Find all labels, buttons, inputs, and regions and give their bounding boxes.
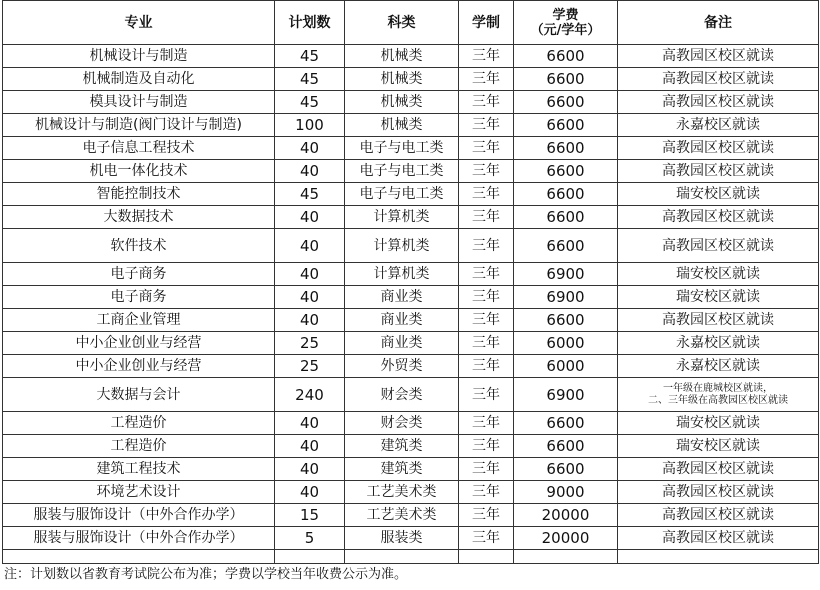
cell-remark: 高教园区校区就读 bbox=[618, 45, 819, 68]
cell-fee: 6600 bbox=[514, 183, 618, 206]
cell-major: 机械制造及自动化 bbox=[3, 68, 275, 91]
cell-fee: 6600 bbox=[514, 91, 618, 114]
table-row bbox=[3, 527, 819, 550]
cell-remark: 瑞安校区就读 bbox=[618, 183, 819, 206]
cell-fee: 6900 bbox=[514, 286, 618, 309]
header-duration: 学制 bbox=[459, 1, 514, 45]
cell-fee: 6000 bbox=[514, 332, 618, 355]
cell-duration: 三年 bbox=[459, 309, 514, 332]
header-major: 专业 bbox=[3, 1, 275, 45]
cell-duration: 三年 bbox=[459, 412, 514, 435]
cell-fee: 6900 bbox=[514, 378, 618, 412]
remark-line-1: 一年级在鹿城校区就读， bbox=[663, 382, 773, 394]
table-row bbox=[3, 137, 819, 160]
cell-category: 电子与电工类 bbox=[345, 183, 459, 206]
cell-major: 模具设计与制造 bbox=[3, 91, 275, 114]
cell-major: 环境艺术设计 bbox=[3, 481, 275, 504]
cell-fee: 6600 bbox=[514, 412, 618, 435]
cell-major: 机电一体化技术 bbox=[3, 160, 275, 183]
cell-remark: 高教园区校区就读 bbox=[618, 91, 819, 114]
cell-category: 机械类 bbox=[345, 68, 459, 91]
table-row bbox=[3, 183, 819, 206]
cell-quota: 5 bbox=[275, 527, 345, 550]
cell-quota: 15 bbox=[275, 504, 345, 527]
table-row bbox=[3, 206, 819, 229]
cell-fee: 6600 bbox=[514, 45, 618, 68]
cell-remark: 高教园区校区就读 bbox=[618, 527, 819, 550]
cell-category: 商业类 bbox=[345, 309, 459, 332]
cell-fee: 6600 bbox=[514, 114, 618, 137]
cell-category: 商业类 bbox=[345, 332, 459, 355]
cell-major: 电子信息工程技术 bbox=[3, 137, 275, 160]
cell-fee: 6600 bbox=[514, 458, 618, 481]
cell-remark: 高教园区校区就读 bbox=[618, 206, 819, 229]
cell-major: 中小企业创业与经营 bbox=[3, 332, 275, 355]
table-row bbox=[3, 229, 819, 263]
cell-category: 商业类 bbox=[345, 286, 459, 309]
cell-fee: 6000 bbox=[514, 355, 618, 378]
cell-category: 建筑类 bbox=[345, 458, 459, 481]
cell-duration: 三年 bbox=[459, 137, 514, 160]
cell-category: 外贸类 bbox=[345, 355, 459, 378]
cell-remark: 瑞安校区就读 bbox=[618, 263, 819, 286]
cell-major: 服装与服饰设计（中外合作办学） bbox=[3, 504, 275, 527]
header-remark: 备注 bbox=[618, 1, 819, 45]
header-fee bbox=[514, 1, 618, 45]
cell-category: 财会类 bbox=[345, 412, 459, 435]
table-row bbox=[3, 68, 819, 91]
cell-fee: 6600 bbox=[514, 435, 618, 458]
cell-category: 机械类 bbox=[345, 45, 459, 68]
footer-note: 注：计划数以省教育考试院公布为准；学费以学校当年收费公示为准。 bbox=[4, 567, 408, 582]
cell-fee: 6900 bbox=[514, 263, 618, 286]
table-row bbox=[3, 378, 819, 412]
cell-quota: 40 bbox=[275, 458, 345, 481]
header-fee-unit: （元/学年） bbox=[530, 22, 601, 38]
cell-major: 软件技术 bbox=[3, 229, 275, 263]
cell-empty bbox=[345, 550, 459, 564]
cell-remark: 永嘉校区就读 bbox=[618, 355, 819, 378]
cell-category: 计算机类 bbox=[345, 263, 459, 286]
cell-quota: 45 bbox=[275, 183, 345, 206]
cell-duration: 三年 bbox=[459, 114, 514, 137]
cell-remark: 高教园区校区就读 bbox=[618, 68, 819, 91]
table-row bbox=[3, 504, 819, 527]
cell-duration: 三年 bbox=[459, 160, 514, 183]
cell-remark: 高教园区校区就读 bbox=[618, 309, 819, 332]
cell-quota: 40 bbox=[275, 137, 345, 160]
cell-fee: 6600 bbox=[514, 160, 618, 183]
table-row bbox=[3, 45, 819, 68]
cell-empty bbox=[459, 550, 514, 564]
remark-line-2: 二、三年级在高教园区校区就读 bbox=[648, 394, 788, 406]
cell-duration: 三年 bbox=[459, 527, 514, 550]
cell-fee: 6600 bbox=[514, 206, 618, 229]
cell-duration: 三年 bbox=[459, 481, 514, 504]
cell-remark: 瑞安校区就读 bbox=[618, 286, 819, 309]
table-row bbox=[3, 435, 819, 458]
cell-duration: 三年 bbox=[459, 68, 514, 91]
cell-empty bbox=[618, 550, 819, 564]
cell-quota: 40 bbox=[275, 229, 345, 263]
cell-quota: 45 bbox=[275, 45, 345, 68]
header-fee-title: 学费 bbox=[552, 7, 579, 23]
cell-remark: 永嘉校区就读 bbox=[618, 114, 819, 137]
cell-duration: 三年 bbox=[459, 504, 514, 527]
cell-major: 机械设计与制造(阀门设计与制造) bbox=[3, 114, 275, 137]
table-row bbox=[3, 309, 819, 332]
table-row bbox=[3, 286, 819, 309]
cell-remark: 瑞安校区就读 bbox=[618, 435, 819, 458]
cell-duration: 三年 bbox=[459, 332, 514, 355]
cell-category: 工艺美术类 bbox=[345, 504, 459, 527]
table-row bbox=[3, 458, 819, 481]
cell-quota: 40 bbox=[275, 412, 345, 435]
cell-remark: 瑞安校区就读 bbox=[618, 412, 819, 435]
cell-duration: 三年 bbox=[459, 91, 514, 114]
table-header-row bbox=[3, 1, 819, 45]
table-row bbox=[3, 481, 819, 504]
cell-quota: 100 bbox=[275, 114, 345, 137]
cell-duration: 三年 bbox=[459, 183, 514, 206]
cell-category: 服装类 bbox=[345, 527, 459, 550]
cell-quota: 40 bbox=[275, 309, 345, 332]
table-row bbox=[3, 412, 819, 435]
cell-category: 机械类 bbox=[345, 114, 459, 137]
cell-duration: 三年 bbox=[459, 229, 514, 263]
cell-quota: 25 bbox=[275, 355, 345, 378]
cell-quota: 40 bbox=[275, 263, 345, 286]
cell-remark: 永嘉校区就读 bbox=[618, 332, 819, 355]
table-row bbox=[3, 355, 819, 378]
cell-fee: 20000 bbox=[514, 527, 618, 550]
cell-duration: 三年 bbox=[459, 206, 514, 229]
table-row bbox=[3, 114, 819, 137]
table-row bbox=[3, 332, 819, 355]
cell-fee: 6600 bbox=[514, 229, 618, 263]
cell-fee: 20000 bbox=[514, 504, 618, 527]
table-row bbox=[3, 91, 819, 114]
cell-fee: 9000 bbox=[514, 481, 618, 504]
cell-quota: 240 bbox=[275, 378, 345, 412]
cell-category: 计算机类 bbox=[345, 206, 459, 229]
header-quota: 计划数 bbox=[275, 1, 345, 45]
enrollment-table bbox=[2, 0, 819, 564]
cell-remark: 高教园区校区就读 bbox=[618, 160, 819, 183]
header-category: 科类 bbox=[345, 1, 459, 45]
cell-major: 中小企业创业与经营 bbox=[3, 355, 275, 378]
cell-category: 机械类 bbox=[345, 91, 459, 114]
cell-major: 电子商务 bbox=[3, 286, 275, 309]
cell-remark: 高教园区校区就读 bbox=[618, 504, 819, 527]
cell-quota: 40 bbox=[275, 435, 345, 458]
cell-remark-two-line bbox=[618, 378, 819, 412]
cell-category: 财会类 bbox=[345, 378, 459, 412]
cell-quota: 25 bbox=[275, 332, 345, 355]
cell-duration: 三年 bbox=[459, 458, 514, 481]
cell-major: 大数据与会计 bbox=[3, 378, 275, 412]
cell-major: 建筑工程技术 bbox=[3, 458, 275, 481]
cell-quota: 45 bbox=[275, 91, 345, 114]
cell-major: 机械设计与制造 bbox=[3, 45, 275, 68]
cell-quota: 40 bbox=[275, 286, 345, 309]
cell-category: 计算机类 bbox=[345, 229, 459, 263]
cell-quota: 40 bbox=[275, 206, 345, 229]
cell-empty bbox=[275, 550, 345, 564]
cell-major: 工程造价 bbox=[3, 412, 275, 435]
cell-duration: 三年 bbox=[459, 45, 514, 68]
cell-major: 工程造价 bbox=[3, 435, 275, 458]
cell-major: 大数据技术 bbox=[3, 206, 275, 229]
cell-empty bbox=[514, 550, 618, 564]
cell-major: 工商企业管理 bbox=[3, 309, 275, 332]
cell-category: 工艺美术类 bbox=[345, 481, 459, 504]
cell-major: 服装与服饰设计（中外合作办学） bbox=[3, 527, 275, 550]
cell-major: 智能控制技术 bbox=[3, 183, 275, 206]
cell-fee: 6600 bbox=[514, 309, 618, 332]
cell-category: 电子与电工类 bbox=[345, 137, 459, 160]
cell-remark: 高教园区校区就读 bbox=[618, 229, 819, 263]
cell-duration: 三年 bbox=[459, 263, 514, 286]
cell-major: 电子商务 bbox=[3, 263, 275, 286]
cell-fee: 6600 bbox=[514, 68, 618, 91]
cell-duration: 三年 bbox=[459, 355, 514, 378]
cell-duration: 三年 bbox=[459, 378, 514, 412]
cell-duration: 三年 bbox=[459, 286, 514, 309]
cell-fee: 6600 bbox=[514, 137, 618, 160]
cell-remark: 高教园区校区就读 bbox=[618, 137, 819, 160]
table-row bbox=[3, 160, 819, 183]
cell-empty bbox=[3, 550, 275, 564]
cell-quota: 45 bbox=[275, 68, 345, 91]
cell-remark: 高教园区校区就读 bbox=[618, 481, 819, 504]
table-row bbox=[3, 263, 819, 286]
table-row-empty bbox=[3, 550, 819, 564]
cell-category: 电子与电工类 bbox=[345, 160, 459, 183]
cell-quota: 40 bbox=[275, 481, 345, 504]
cell-duration: 三年 bbox=[459, 435, 514, 458]
cell-remark: 高教园区校区就读 bbox=[618, 458, 819, 481]
cell-quota: 40 bbox=[275, 160, 345, 183]
cell-category: 建筑类 bbox=[345, 435, 459, 458]
